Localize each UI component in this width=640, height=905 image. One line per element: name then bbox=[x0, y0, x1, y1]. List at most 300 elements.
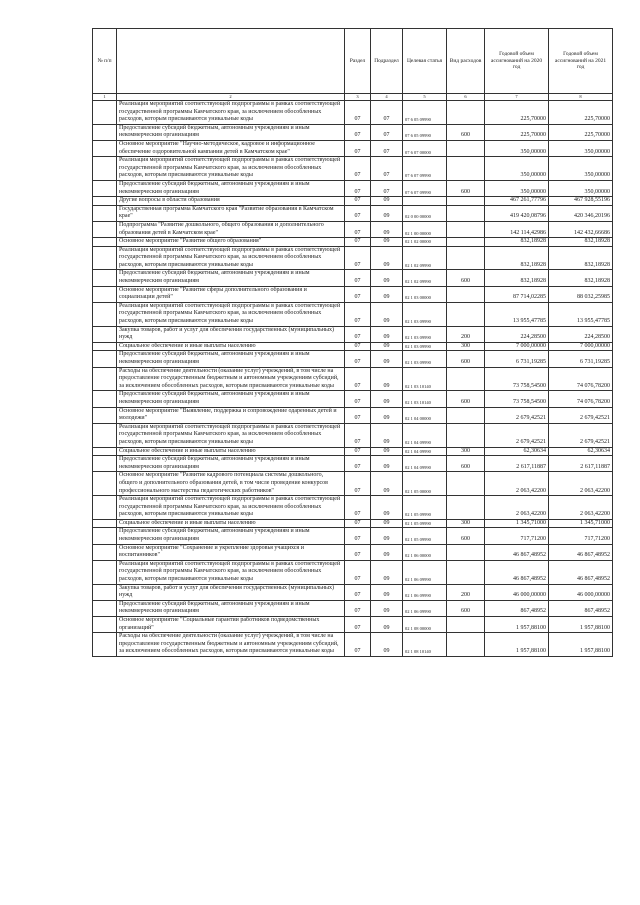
cell-csr: 02 1 06 00000 bbox=[403, 544, 447, 560]
cell-razdel: 07 bbox=[345, 423, 371, 447]
cell-razdel: 07 bbox=[345, 197, 371, 206]
cell-csr: 02 1 06 09990 bbox=[403, 584, 447, 600]
cell-vr bbox=[447, 101, 485, 125]
table-row bbox=[93, 140, 613, 156]
cell-sum2020: 46 867,48952 bbox=[485, 544, 549, 560]
cell-num bbox=[93, 286, 117, 302]
table-row bbox=[93, 423, 613, 447]
cell-sum2021: 350,00000 bbox=[549, 157, 613, 181]
cell-vr: 600 bbox=[447, 180, 485, 196]
cell-name: Реализация мероприятий соответствующей подпрограммы в рамках соответствующей государственной программы Камчатского края, за исключением обособленных расходов, которым присваиваются уникальные коды bbox=[117, 560, 345, 584]
cell-sum2021: 225,70000 bbox=[549, 101, 613, 125]
cell-podrazdel: 09 bbox=[371, 407, 403, 423]
cell-name: Социальное обеспечение и иные выплаты населению bbox=[117, 342, 345, 351]
table-row bbox=[93, 124, 613, 140]
header-sum2021: Годовой объем ассигнований на 2021 год bbox=[549, 29, 613, 94]
cell-csr: 07 6 05 09990 bbox=[403, 101, 447, 125]
table-row bbox=[93, 528, 613, 544]
cell-razdel: 07 bbox=[345, 496, 371, 520]
cell-csr: 02 1 04 09990 bbox=[403, 423, 447, 447]
cell-sum2021: 1 957,88100 bbox=[549, 633, 613, 657]
cell-num bbox=[93, 407, 117, 423]
cell-csr: 02 1 03 09990 bbox=[403, 326, 447, 342]
cell-csr: 02 1 02 09990 bbox=[403, 270, 447, 286]
cell-vr bbox=[447, 544, 485, 560]
table-row bbox=[93, 407, 613, 423]
cell-name: Предоставление субсидий бюджетным, автономным учреждениям и иным некоммерческим организациям bbox=[117, 124, 345, 140]
cell-name: Предоставление субсидий бюджетным, автономным учреждениям и иным некоммерческим организациям bbox=[117, 270, 345, 286]
cell-sum2021: 62,30634 bbox=[549, 447, 613, 456]
cell-sum2021: 6 731,19285 bbox=[549, 351, 613, 367]
cell-sum2020: 867,48952 bbox=[485, 600, 549, 616]
cell-razdel: 07 bbox=[345, 528, 371, 544]
cell-name: Основное мероприятие "Сохранение и укрепление здоровья учащихся и воспитанников" bbox=[117, 544, 345, 560]
cell-num bbox=[93, 205, 117, 221]
cell-sum2020: 350,00000 bbox=[485, 180, 549, 196]
cell-name: Основное мероприятие "Развитие сферы дополнительного образования и социализации детей" bbox=[117, 286, 345, 302]
cell-razdel: 07 bbox=[345, 519, 371, 528]
cell-num bbox=[93, 367, 117, 391]
cell-sum2020: 46 000,00000 bbox=[485, 584, 549, 600]
cell-num bbox=[93, 302, 117, 326]
cell-num bbox=[93, 351, 117, 367]
cell-razdel: 07 bbox=[345, 286, 371, 302]
cell-name: Основное мероприятие "Развитие кадрового потенциала системы дошкольного, общего и дополнительного образования детей, в том числе проведение конкурсов профессионального мастерства педагогических работников" bbox=[117, 472, 345, 496]
cell-podrazdel: 09 bbox=[371, 205, 403, 221]
table-row bbox=[93, 472, 613, 496]
cell-vr: 300 bbox=[447, 342, 485, 351]
cell-vr bbox=[447, 140, 485, 156]
cell-csr: 02 1 04 09990 bbox=[403, 447, 447, 456]
cell-csr: 02 1 03 09990 bbox=[403, 302, 447, 326]
cell-name: Государственная программа Камчатского края "Развитие образования в Камчатском крае" bbox=[117, 205, 345, 221]
cell-sum2021: 224,28500 bbox=[549, 326, 613, 342]
cell-vr: 600 bbox=[447, 351, 485, 367]
cell-podrazdel: 09 bbox=[371, 560, 403, 584]
header-csr: Целевая статья bbox=[403, 29, 447, 94]
cell-sum2021: 7 000,00000 bbox=[549, 342, 613, 351]
cell-vr: 300 bbox=[447, 447, 485, 456]
cell-razdel: 07 bbox=[345, 617, 371, 633]
cell-razdel: 07 bbox=[345, 391, 371, 407]
cell-vr bbox=[447, 407, 485, 423]
cell-sum2021: 2 679,42521 bbox=[549, 407, 613, 423]
cell-razdel: 07 bbox=[345, 633, 371, 657]
cell-sum2021: 832,18928 bbox=[549, 238, 613, 247]
cell-sum2021: 46 000,00000 bbox=[549, 584, 613, 600]
table-row bbox=[93, 447, 613, 456]
cell-sum2020: 2 617,11887 bbox=[485, 456, 549, 472]
cell-csr: 02 1 06 09990 bbox=[403, 600, 447, 616]
cell-podrazdel: 09 bbox=[371, 351, 403, 367]
cell-podrazdel: 07 bbox=[371, 140, 403, 156]
cell-razdel: 07 bbox=[345, 326, 371, 342]
cell-vr: 200 bbox=[447, 584, 485, 600]
table-body bbox=[93, 101, 613, 657]
cell-podrazdel: 09 bbox=[371, 472, 403, 496]
cell-sum2020: 2 679,42521 bbox=[485, 423, 549, 447]
table-row bbox=[93, 101, 613, 125]
cell-sum2020: 1 345,71000 bbox=[485, 519, 549, 528]
cell-csr: 02 1 05 00000 bbox=[403, 472, 447, 496]
cell-csr: 02 1 03 09990 bbox=[403, 351, 447, 367]
column-number-row bbox=[93, 94, 613, 101]
cell-razdel: 07 bbox=[345, 600, 371, 616]
header-razdel: Раздел bbox=[345, 29, 371, 94]
header-name bbox=[117, 29, 345, 94]
cell-sum2021: 467 928,55196 bbox=[549, 197, 613, 206]
cell-podrazdel: 09 bbox=[371, 423, 403, 447]
header-sum2020: Годовой объем ассигнований на 2020 год bbox=[485, 29, 549, 94]
cell-name: Социальное обеспечение и иные выплаты населению bbox=[117, 447, 345, 456]
table-row bbox=[93, 246, 613, 270]
cell-razdel: 07 bbox=[345, 157, 371, 181]
cell-csr: 02 1 08 10140 bbox=[403, 633, 447, 657]
cell-razdel: 07 bbox=[345, 544, 371, 560]
colnum-6: 6 bbox=[447, 94, 485, 101]
cell-vr bbox=[447, 238, 485, 247]
cell-sum2020: 350,00000 bbox=[485, 140, 549, 156]
cell-num bbox=[93, 447, 117, 456]
cell-num bbox=[93, 101, 117, 125]
cell-podrazdel: 09 bbox=[371, 286, 403, 302]
cell-sum2020: 87 714,02285 bbox=[485, 286, 549, 302]
cell-csr: 02 1 03 00000 bbox=[403, 286, 447, 302]
cell-razdel: 07 bbox=[345, 560, 371, 584]
cell-podrazdel: 09 bbox=[371, 326, 403, 342]
cell-sum2021: 74 076,78200 bbox=[549, 367, 613, 391]
cell-csr: 02 1 02 00000 bbox=[403, 238, 447, 247]
cell-podrazdel: 09 bbox=[371, 270, 403, 286]
cell-vr: 200 bbox=[447, 326, 485, 342]
cell-podrazdel: 09 bbox=[371, 342, 403, 351]
cell-sum2021: 867,48952 bbox=[549, 600, 613, 616]
cell-sum2021: 350,00000 bbox=[549, 180, 613, 196]
cell-vr: 600 bbox=[447, 124, 485, 140]
cell-name: Основное мероприятие "Социальные гарантии работников подведомственных организаций" bbox=[117, 617, 345, 633]
cell-sum2021: 832,18928 bbox=[549, 270, 613, 286]
colnum-1: 1 bbox=[93, 94, 117, 101]
cell-num bbox=[93, 326, 117, 342]
cell-csr: 07 6 05 09990 bbox=[403, 124, 447, 140]
cell-sum2021: 142 432,66686 bbox=[549, 221, 613, 237]
cell-podrazdel: 09 bbox=[371, 197, 403, 206]
cell-podrazdel: 09 bbox=[371, 238, 403, 247]
cell-razdel: 07 bbox=[345, 205, 371, 221]
cell-csr: 02 1 02 09990 bbox=[403, 246, 447, 270]
table-row bbox=[93, 391, 613, 407]
cell-sum2020: 2 679,42521 bbox=[485, 407, 549, 423]
cell-name: Расходы на обеспечение деятельности (оказание услуг) учреждений, в том числе на предоставление государственным бюджетным и автономным учреждениям субсидий, за исключением обособленных расходов, которым присваиваются уникальные коды bbox=[117, 367, 345, 391]
table-row bbox=[93, 326, 613, 342]
cell-razdel: 07 bbox=[345, 302, 371, 326]
cell-vr: 600 bbox=[447, 391, 485, 407]
cell-podrazdel: 09 bbox=[371, 246, 403, 270]
cell-sum2020: 717,71200 bbox=[485, 528, 549, 544]
cell-podrazdel: 09 bbox=[371, 633, 403, 657]
cell-podrazdel: 09 bbox=[371, 456, 403, 472]
cell-name: Основное мероприятие "Развитие общего образования" bbox=[117, 238, 345, 247]
cell-name: Реализация мероприятий соответствующей подпрограммы в рамках соответствующей государственной программы Камчатского края, за исключением обособленных расходов, которым присваиваются уникальные коды bbox=[117, 101, 345, 125]
cell-num bbox=[93, 270, 117, 286]
table-row bbox=[93, 342, 613, 351]
cell-sum2021: 717,71200 bbox=[549, 528, 613, 544]
table-row bbox=[93, 617, 613, 633]
cell-num bbox=[93, 238, 117, 247]
cell-name: Другие вопросы в области образования bbox=[117, 197, 345, 206]
cell-name: Расходы на обеспечение деятельности (оказание услуг) учреждений, в том числе на предоставление государственным бюджетным и автономным учреждениям субсидий, за исключением обособленных расходов, которым присваиваются уникальные коды bbox=[117, 633, 345, 657]
cell-num bbox=[93, 633, 117, 657]
cell-vr: 600 bbox=[447, 456, 485, 472]
table-header-row bbox=[93, 29, 613, 94]
table-row bbox=[93, 238, 613, 247]
cell-sum2020: 73 758,54500 bbox=[485, 367, 549, 391]
cell-num bbox=[93, 600, 117, 616]
cell-name: Реализация мероприятий соответствующей подпрограммы в рамках соответствующей государственной программы Камчатского края, за исключением обособленных расходов, которым присваиваются уникальные коды bbox=[117, 246, 345, 270]
cell-sum2020: 225,70000 bbox=[485, 124, 549, 140]
cell-name: Закупка товаров, работ и услуг для обеспечения государственных (муниципальных) нужд bbox=[117, 584, 345, 600]
cell-vr bbox=[447, 367, 485, 391]
cell-razdel: 07 bbox=[345, 124, 371, 140]
cell-num bbox=[93, 496, 117, 520]
cell-vr bbox=[447, 302, 485, 326]
cell-sum2021: 2 063,42200 bbox=[549, 496, 613, 520]
cell-csr: 02 1 05 09990 bbox=[403, 496, 447, 520]
cell-vr bbox=[447, 560, 485, 584]
cell-podrazdel: 09 bbox=[371, 496, 403, 520]
cell-vr bbox=[447, 221, 485, 237]
table-row bbox=[93, 600, 613, 616]
cell-sum2021: 420 346,20196 bbox=[549, 205, 613, 221]
table-row bbox=[93, 286, 613, 302]
cell-name: Предоставление субсидий бюджетным, автономным учреждениям и иным некоммерческим организациям bbox=[117, 180, 345, 196]
cell-vr bbox=[447, 205, 485, 221]
cell-podrazdel: 09 bbox=[371, 584, 403, 600]
cell-sum2020: 1 957,88100 bbox=[485, 617, 549, 633]
cell-csr: 07 6 07 00000 bbox=[403, 140, 447, 156]
cell-vr: 600 bbox=[447, 270, 485, 286]
cell-vr bbox=[447, 246, 485, 270]
cell-num bbox=[93, 456, 117, 472]
table-row bbox=[93, 180, 613, 196]
cell-razdel: 07 bbox=[345, 367, 371, 391]
cell-vr bbox=[447, 157, 485, 181]
cell-vr bbox=[447, 197, 485, 206]
cell-num bbox=[93, 157, 117, 181]
cell-podrazdel: 09 bbox=[371, 391, 403, 407]
cell-sum2021: 832,18928 bbox=[549, 246, 613, 270]
cell-num bbox=[93, 124, 117, 140]
cell-sum2020: 7 000,00000 bbox=[485, 342, 549, 351]
colnum-8: 8 bbox=[549, 94, 613, 101]
colnum-3: 3 bbox=[345, 94, 371, 101]
cell-sum2020: 46 867,48952 bbox=[485, 560, 549, 584]
cell-sum2021: 74 076,78200 bbox=[549, 391, 613, 407]
cell-csr: 02 1 05 09990 bbox=[403, 519, 447, 528]
cell-sum2020: 2 063,42200 bbox=[485, 496, 549, 520]
budget-table bbox=[92, 28, 613, 657]
cell-name: Основное мероприятие "Научно-методическое, кадровое и информационное обеспечение оздоровительной кампании детей в Камчатском крае" bbox=[117, 140, 345, 156]
cell-sum2021: 2 679,42521 bbox=[549, 423, 613, 447]
cell-vr bbox=[447, 286, 485, 302]
cell-num bbox=[93, 180, 117, 196]
cell-podrazdel: 09 bbox=[371, 528, 403, 544]
cell-num bbox=[93, 391, 117, 407]
cell-name: Реализация мероприятий соответствующей подпрограммы в рамках соответствующей государственной программы Камчатского края, за исключением обособленных расходов, которым присваиваются уникальные коды bbox=[117, 423, 345, 447]
cell-name: Предоставление субсидий бюджетным, автономным учреждениям и иным некоммерческим организациям bbox=[117, 391, 345, 407]
cell-csr: 02 0 00 00000 bbox=[403, 205, 447, 221]
cell-podrazdel: 07 bbox=[371, 101, 403, 125]
cell-num bbox=[93, 472, 117, 496]
cell-num bbox=[93, 342, 117, 351]
table-row bbox=[93, 633, 613, 657]
cell-sum2020: 2 063,42200 bbox=[485, 472, 549, 496]
cell-vr: 300 bbox=[447, 519, 485, 528]
cell-razdel: 07 bbox=[345, 246, 371, 270]
cell-csr bbox=[403, 197, 447, 206]
table-row bbox=[93, 221, 613, 237]
cell-num bbox=[93, 519, 117, 528]
cell-name: Основное мероприятие "Выявление, поддержка и сопровождение одаренных детей и молодежи" bbox=[117, 407, 345, 423]
cell-name: Закупка товаров, работ и услуг для обеспечения государственных (муниципальных) нужд bbox=[117, 326, 345, 342]
cell-razdel: 07 bbox=[345, 447, 371, 456]
table-row bbox=[93, 197, 613, 206]
header-podrazdel: Подраздел bbox=[371, 29, 403, 94]
table-row bbox=[93, 519, 613, 528]
cell-sum2020: 1 957,88100 bbox=[485, 633, 549, 657]
cell-podrazdel: 09 bbox=[371, 519, 403, 528]
cell-razdel: 07 bbox=[345, 101, 371, 125]
cell-razdel: 07 bbox=[345, 351, 371, 367]
table-row bbox=[93, 496, 613, 520]
cell-sum2021: 1 957,88100 bbox=[549, 617, 613, 633]
cell-name: Предоставление субсидий бюджетным, автономным учреждениям и иным некоммерческим организациям bbox=[117, 456, 345, 472]
cell-num bbox=[93, 246, 117, 270]
cell-csr: 02 1 08 00000 bbox=[403, 617, 447, 633]
cell-podrazdel: 09 bbox=[371, 302, 403, 326]
table-row bbox=[93, 205, 613, 221]
cell-sum2020: 225,70000 bbox=[485, 101, 549, 125]
cell-csr: 02 1 03 10140 bbox=[403, 391, 447, 407]
table-row bbox=[93, 584, 613, 600]
cell-num bbox=[93, 423, 117, 447]
colnum-2: 2 bbox=[117, 94, 345, 101]
cell-razdel: 07 bbox=[345, 180, 371, 196]
cell-sum2020: 832,18928 bbox=[485, 238, 549, 247]
table-row bbox=[93, 270, 613, 286]
table-row bbox=[93, 367, 613, 391]
cell-vr bbox=[447, 633, 485, 657]
cell-name: Предоставление субсидий бюджетным, автономным учреждениям и иным некоммерческим организациям bbox=[117, 351, 345, 367]
cell-num bbox=[93, 140, 117, 156]
cell-sum2021: 46 867,48952 bbox=[549, 560, 613, 584]
cell-num bbox=[93, 617, 117, 633]
cell-razdel: 07 bbox=[345, 342, 371, 351]
cell-podrazdel: 09 bbox=[371, 600, 403, 616]
table-row bbox=[93, 157, 613, 181]
cell-num bbox=[93, 197, 117, 206]
cell-name: Предоставление субсидий бюджетным, автономным учреждениям и иным некоммерческим организациям bbox=[117, 600, 345, 616]
colnum-5: 5 bbox=[403, 94, 447, 101]
cell-csr: 02 1 05 09990 bbox=[403, 528, 447, 544]
cell-num bbox=[93, 560, 117, 584]
table-row bbox=[93, 560, 613, 584]
cell-vr bbox=[447, 472, 485, 496]
cell-podrazdel: 09 bbox=[371, 367, 403, 391]
cell-vr: 600 bbox=[447, 528, 485, 544]
table-row bbox=[93, 544, 613, 560]
cell-csr: 02 1 03 09990 bbox=[403, 342, 447, 351]
cell-sum2020: 419 420,08796 bbox=[485, 205, 549, 221]
cell-razdel: 07 bbox=[345, 221, 371, 237]
cell-csr: 07 6 07 09990 bbox=[403, 180, 447, 196]
cell-num bbox=[93, 528, 117, 544]
cell-vr bbox=[447, 617, 485, 633]
cell-name: Предоставление субсидий бюджетным, автономным учреждениям и иным некоммерческим организациям bbox=[117, 528, 345, 544]
table-row bbox=[93, 351, 613, 367]
cell-podrazdel: 09 bbox=[371, 544, 403, 560]
cell-sum2020: 832,18928 bbox=[485, 246, 549, 270]
cell-sum2021: 46 867,48952 bbox=[549, 544, 613, 560]
header-vr: Вид расходов bbox=[447, 29, 485, 94]
cell-sum2020: 62,30634 bbox=[485, 447, 549, 456]
cell-sum2020: 142 114,42986 bbox=[485, 221, 549, 237]
cell-csr: 02 1 03 10140 bbox=[403, 367, 447, 391]
cell-csr: 02 1 04 09990 bbox=[403, 456, 447, 472]
cell-sum2020: 6 731,19285 bbox=[485, 351, 549, 367]
cell-csr: 02 1 04 00000 bbox=[403, 407, 447, 423]
cell-sum2020: 832,18928 bbox=[485, 270, 549, 286]
cell-razdel: 07 bbox=[345, 456, 371, 472]
cell-name: Реализация мероприятий соответствующей подпрограммы в рамках соответствующей государственной программы Камчатского края, за исключением обособленных расходов, которым присваиваются уникальные коды bbox=[117, 302, 345, 326]
cell-sum2020: 350,00000 bbox=[485, 157, 549, 181]
cell-podrazdel: 07 bbox=[371, 157, 403, 181]
colnum-7: 7 bbox=[485, 94, 549, 101]
cell-razdel: 07 bbox=[345, 238, 371, 247]
cell-name: Реализация мероприятий соответствующей подпрограммы в рамках соответствующей государственной программы Камчатского края, за исключением обособленных расходов, которым присваиваются уникальные коды bbox=[117, 496, 345, 520]
cell-sum2020: 467 261,77796 bbox=[485, 197, 549, 206]
cell-csr: 02 1 06 09990 bbox=[403, 560, 447, 584]
cell-sum2021: 2 063,42200 bbox=[549, 472, 613, 496]
cell-vr bbox=[447, 496, 485, 520]
cell-sum2020: 224,28500 bbox=[485, 326, 549, 342]
cell-sum2021: 225,70000 bbox=[549, 124, 613, 140]
cell-podrazdel: 09 bbox=[371, 617, 403, 633]
cell-razdel: 07 bbox=[345, 472, 371, 496]
cell-razdel: 07 bbox=[345, 407, 371, 423]
cell-podrazdel: 09 bbox=[371, 221, 403, 237]
cell-sum2021: 350,00000 bbox=[549, 140, 613, 156]
cell-sum2021: 13 955,47785 bbox=[549, 302, 613, 326]
header-num: № п/п bbox=[93, 29, 117, 94]
cell-podrazdel: 07 bbox=[371, 180, 403, 196]
cell-vr bbox=[447, 423, 485, 447]
cell-num bbox=[93, 544, 117, 560]
cell-razdel: 07 bbox=[345, 584, 371, 600]
cell-podrazdel: 09 bbox=[371, 447, 403, 456]
cell-csr: 07 6 07 09990 bbox=[403, 157, 447, 181]
cell-num bbox=[93, 584, 117, 600]
cell-razdel: 07 bbox=[345, 140, 371, 156]
cell-csr: 02 1 00 00000 bbox=[403, 221, 447, 237]
table-row bbox=[93, 302, 613, 326]
cell-razdel: 07 bbox=[345, 270, 371, 286]
cell-name: Реализация мероприятий соответствующей подпрограммы в рамках соответствующей государственной программы Камчатского края, за исключением обособленных расходов, которым присваиваются уникальные коды bbox=[117, 157, 345, 181]
cell-num bbox=[93, 221, 117, 237]
cell-sum2020: 73 758,54500 bbox=[485, 391, 549, 407]
cell-name: Подпрограмма "Развитие дошкольного, общего образования и дополнительного образования детей в Камчатском крае" bbox=[117, 221, 345, 237]
cell-sum2021: 88 032,25985 bbox=[549, 286, 613, 302]
